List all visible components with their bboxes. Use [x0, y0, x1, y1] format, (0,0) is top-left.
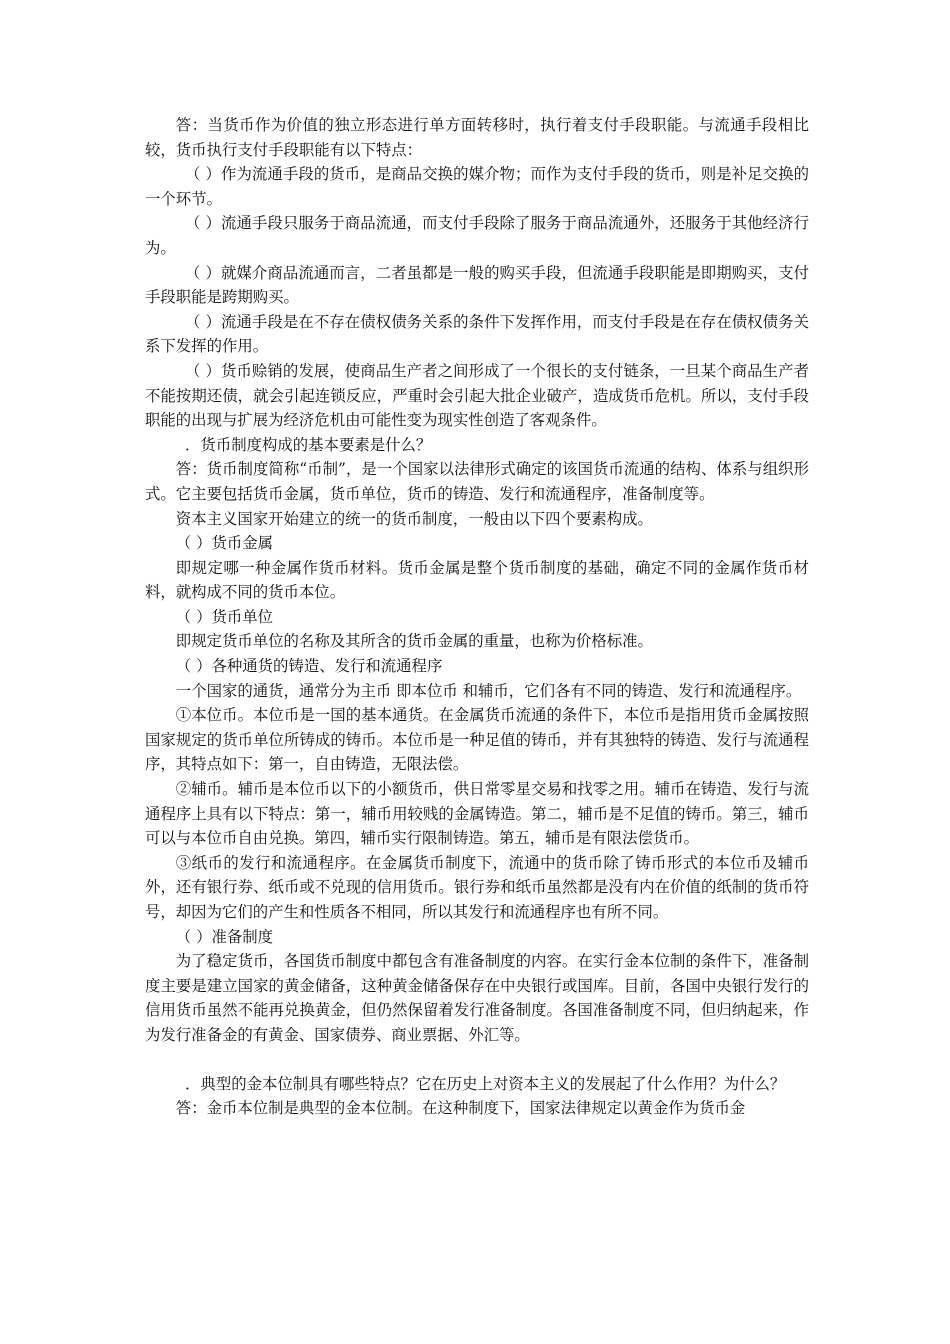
paragraph-currency-metal: 即规定哪一种金属作货币材料。货币金属是整个货币制度的基础，确定不同的金属作货币材料，就构成不同的货币本位。: [145, 558, 809, 602]
paragraph-point-2: （ ）流通手段只服务于商品流通，而支付手段除了服务于商品流通外，还服务于其他经济行为。: [145, 214, 809, 257]
subheading-issuance: （ ）各种通货的铸造、发行和流通程序: [175, 657, 443, 676]
question-gold-standard: ．典型的金本位制具有哪些特点？它在历史上对资本主义的发展起了什么作用？为什么？: [185, 1074, 786, 1093]
paragraph-point-5: （ ）货币赊销的发展，使商品生产者之间形成了一个很长的支付链条，一旦某个商品生产者不能按期还债，就会引起连锁反应，严重时会引起大批企业破产，造成货币危机。所以，支付手段职能的出现与扩展为经济危机由可能性变为现实性创造了客观条件。: [145, 361, 809, 430]
paragraph-issuance: 一个国家的通货，通常分为主币 即本位币 和辅币，它们各有不同的铸造、发行和流通程序。: [175, 681, 802, 700]
paragraph-paper-money: ③纸币的发行和流通程序。在金属货币制度下，流通中的货币除了铸币形式的本位币及辅币外，还有银行券、纸币或不兑现的信用货币。银行券和纸币虽然都是没有内在价值的纸制的货币符号，却因为它们的产生和性质各不相同，所以其发行和流通程序也有所不同。: [145, 853, 809, 921]
paragraph-point-3: （ ）就媒介商品流通而言，二者虽都是一般的购买手段，但流通手段职能是即期购买，支付手段职能是跨期购买。: [145, 263, 809, 307]
paragraph-answer-payment-function: 答：当货币作为价值的独立形态进行单方面转移时，执行着支付手段职能。与流通手段相比较，货币执行支付手段职能有以下特点：: [145, 116, 809, 159]
subheading-reserve-system: （ ）准备制度: [175, 927, 274, 946]
blank-line: [145, 1048, 809, 1072]
document-page: [145, 113, 809, 1121]
paragraph-answer-monetary-system: 答：货币制度简称“币制”，是一个国家以法律形式确定的该国货币流通的结构、体系与组织形式。它主要包括货币金属，货币单位，货币的铸造、发行和流通程序，准备制度等。: [145, 460, 809, 503]
paragraph-point-4: （ ）流通手段是在不存在债权债务关系的条件下发挥作用，而支付手段是在存在债权债务关系下发挥的作用。: [145, 312, 809, 356]
subheading-currency-unit: （ ）货币单位: [175, 607, 274, 626]
paragraph-answer-gold-standard: 答：金币本位制是典型的金本位制。在这种制度下，国家法律规定以黄金作为货币金: [175, 1099, 746, 1118]
paragraph-currency-unit: 即规定货币单位的名称及其所含的货币金属的重量，也称为价格标准。: [175, 632, 653, 651]
paragraph-subsidiary-coin: ②辅币。辅币是本位币以下的小额货币，供日常零星交易和找零之用。辅币在铸造、发行与流通程序上具有以下特点：第一，辅币用较贱的金属铸造。第二，辅币是不足值的铸币。第三，辅币可以与本位币自由兑换。第四，辅币实行限制铸造。第五，辅币是有限法偿货币。: [145, 780, 809, 848]
subheading-currency-metal: （ ）货币金属: [175, 534, 274, 553]
paragraph-four-elements: 资本主义国家开始建立的统一的货币制度，一般由以下四个要素构成。: [175, 509, 653, 528]
paragraph-standard-money: ①本位币。本位币是一国的基本通货。在金属货币流通的条件下，本位币是指用货币金属按照国家规定的货币单位所铸成的铸币。本位币是一种足值的铸币，并有其独特的铸造、发行与流通程序，其特点如下：第一，自由铸造，无限法偿。: [145, 706, 809, 774]
paragraph-reserve-system: 为了稳定货币，各国货币制度中都包含有准备制度的内容。在实行金本位制的条件下，准备制度主要是建立国家的黄金储备，这种黄金储备保存在中央银行或国库。目前，各国中央银行发行的信用货币虽然不能再兑换黄金，但仍然保留着发行准备制度。各国准备制度不同，但归纳起来，作为发行准备金的有黄金、国家债券、商业票据、外汇等。: [145, 952, 809, 1044]
paragraph-point-1: （ ）作为流通手段的货币，是商品交换的媒介物；而作为支付手段的货币，则是补足交换的一个环节。: [145, 165, 809, 208]
question-monetary-system: ．货币制度构成的基本要素是什么？: [185, 435, 432, 454]
